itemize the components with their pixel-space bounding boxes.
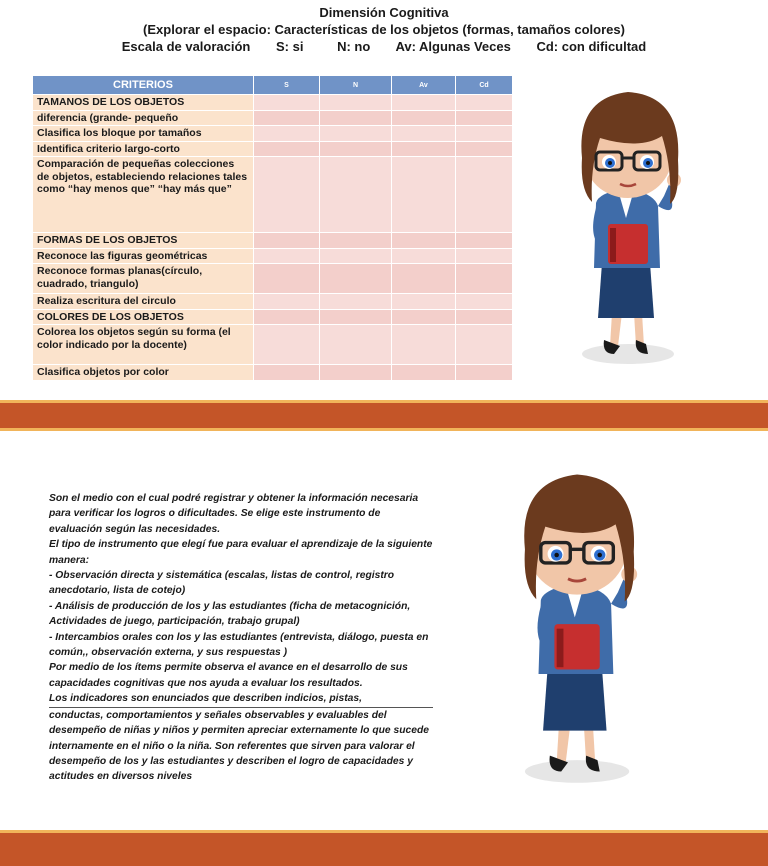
score-cell <box>320 248 392 264</box>
score-cell <box>392 325 456 365</box>
score-cell <box>456 294 513 310</box>
score-cell <box>254 365 320 381</box>
score-cell <box>392 365 456 381</box>
table-row <box>33 126 513 142</box>
score-cell <box>254 141 320 157</box>
score-cell <box>392 264 456 294</box>
teacher-illustration-bottom <box>500 442 670 804</box>
paragraph-items: Por medio de los ítems permite observa el avance en el desarrollo de sus capacidades cognitivas que nos ayuda a evaluar los resultados. <box>49 662 408 689</box>
title-line-1: Dimensión Cognitiva <box>319 5 449 20</box>
header-av: Av <box>392 76 456 95</box>
header-cd: Cd <box>456 76 513 95</box>
table-row <box>33 365 513 381</box>
table-row <box>33 157 513 233</box>
score-cell <box>392 157 456 233</box>
table-row <box>33 95 513 111</box>
table-header-row <box>33 76 513 95</box>
table-row <box>33 233 513 249</box>
score-cell <box>254 294 320 310</box>
paragraph-indicadores: conductas, comportamientos y señales observables y evaluables del desempeño de niñas y niños y permiten apreciar externamente lo que sucede internamente en el niño o la niña. Son referentes que sirven para valorar el desempeño de los y las estudiantes y describen el logro de capacidades y actitudes en diversos niveles <box>49 709 429 783</box>
score-cell <box>320 233 392 249</box>
score-cell <box>320 309 392 325</box>
table-row <box>33 325 513 365</box>
criterion-label: Colorea los objetos según su forma (el color indicado por la docente) <box>33 325 254 365</box>
score-cell <box>456 248 513 264</box>
divider-band-bottom <box>0 830 768 866</box>
criterion-label: Clasifica objetos por color <box>33 365 254 381</box>
score-cell <box>254 95 320 111</box>
key-av: Av: Algunas Veces <box>395 39 511 54</box>
bullet-analisis: - Análisis de producción de los y las estudiantes (ficha de metacognición, Actividades de juego, participación, trabajo grupal) <box>49 600 411 628</box>
criterion-label: Clasifica los bloque por tamaños <box>33 126 254 142</box>
score-cell <box>254 110 320 126</box>
evaluation-rubric-table <box>32 75 513 381</box>
score-cell <box>254 325 320 365</box>
score-cell <box>254 309 320 325</box>
score-cell <box>254 157 320 233</box>
criterion-label: FORMAS DE LOS OBJETOS <box>33 233 254 249</box>
score-cell <box>320 110 392 126</box>
key-s: S: si <box>276 39 304 54</box>
score-cell <box>456 233 513 249</box>
score-cell <box>456 309 513 325</box>
table-row <box>33 110 513 126</box>
score-cell <box>392 95 456 111</box>
score-cell <box>320 141 392 157</box>
score-cell <box>320 126 392 142</box>
score-cell <box>392 294 456 310</box>
score-cell <box>320 325 392 365</box>
score-cell <box>392 248 456 264</box>
score-cell <box>456 141 513 157</box>
criterion-label: TAMANOS DE LOS OBJETOS <box>33 95 254 111</box>
title-line-2: (Explorar el espacio: Características de los objetos (formas, tamaños colores) <box>143 22 625 37</box>
table-row <box>33 264 513 294</box>
header-s: S <box>254 76 320 95</box>
criterion-label: diferencia (grande- pequeño <box>33 110 254 126</box>
score-cell <box>392 233 456 249</box>
header-n: N <box>320 76 392 95</box>
table-row <box>33 248 513 264</box>
table-row <box>33 309 513 325</box>
teacher-illustration <box>560 78 710 368</box>
key-n: N: no <box>337 39 371 54</box>
bullet-intercambios: - Intercambios orales con los y las estudiantes (entrevista, diálogo, puesta en común,, observación externa, y sus respuestas ) <box>49 631 429 659</box>
score-cell <box>320 157 392 233</box>
bullet-observacion: - Observación directa y sistemática (escalas, listas de control, registro anecdotario, lista de cotejo) <box>49 570 395 597</box>
score-cell <box>392 141 456 157</box>
score-cell <box>254 264 320 294</box>
paragraph-indicadores-start: Los indicadores son enunciados que describen indicios, pistas, <box>49 691 433 707</box>
score-cell <box>320 365 392 381</box>
score-cell <box>392 110 456 126</box>
criterion-label: Reconoce las figuras geométricas <box>33 248 254 264</box>
criterion-label: Identifica criterio largo-corto <box>33 141 254 157</box>
evaluation-description <box>49 491 433 785</box>
score-cell <box>254 233 320 249</box>
score-cell <box>320 264 392 294</box>
score-cell <box>254 248 320 264</box>
key-cd: Cd: con dificultad <box>536 39 647 54</box>
score-cell <box>456 95 513 111</box>
table-row <box>33 294 513 310</box>
table-row <box>33 141 513 157</box>
scale-label: Escala de valoración <box>121 39 251 54</box>
score-cell <box>456 157 513 233</box>
score-cell <box>392 126 456 142</box>
score-cell <box>456 110 513 126</box>
criterion-label: COLORES DE LOS OBJETOS <box>33 309 254 325</box>
score-cell <box>254 126 320 142</box>
criterion-label: Reconoce formas planas(círculo, cuadrado, triangulo) <box>33 264 254 294</box>
score-cell <box>456 365 513 381</box>
criterion-label: Realiza escritura del circulo <box>33 294 254 310</box>
score-cell <box>320 95 392 111</box>
divider-band-top <box>0 400 768 431</box>
score-cell <box>456 264 513 294</box>
score-cell <box>320 294 392 310</box>
criterion-label: Comparación de pequeñas colecciones de objetos, estableciendo relaciones tales como “hay menos que” “hay más que” <box>33 157 254 233</box>
score-cell <box>392 309 456 325</box>
score-cell <box>456 126 513 142</box>
header-criterios: CRITERIOS <box>33 76 254 95</box>
rating-scale-legend <box>0 39 768 55</box>
score-cell <box>456 325 513 365</box>
paragraph-intro: Son el medio con el cual podré registrar y obtener la información necesaria para verificar los logros o dificultades. Se elige este instrumento de evaluación según las necesidades. <box>49 493 419 535</box>
paragraph-instrument: El tipo de instrumento que elegí fue para evaluar el aprendizaje de la siguiente manera: <box>49 539 433 566</box>
